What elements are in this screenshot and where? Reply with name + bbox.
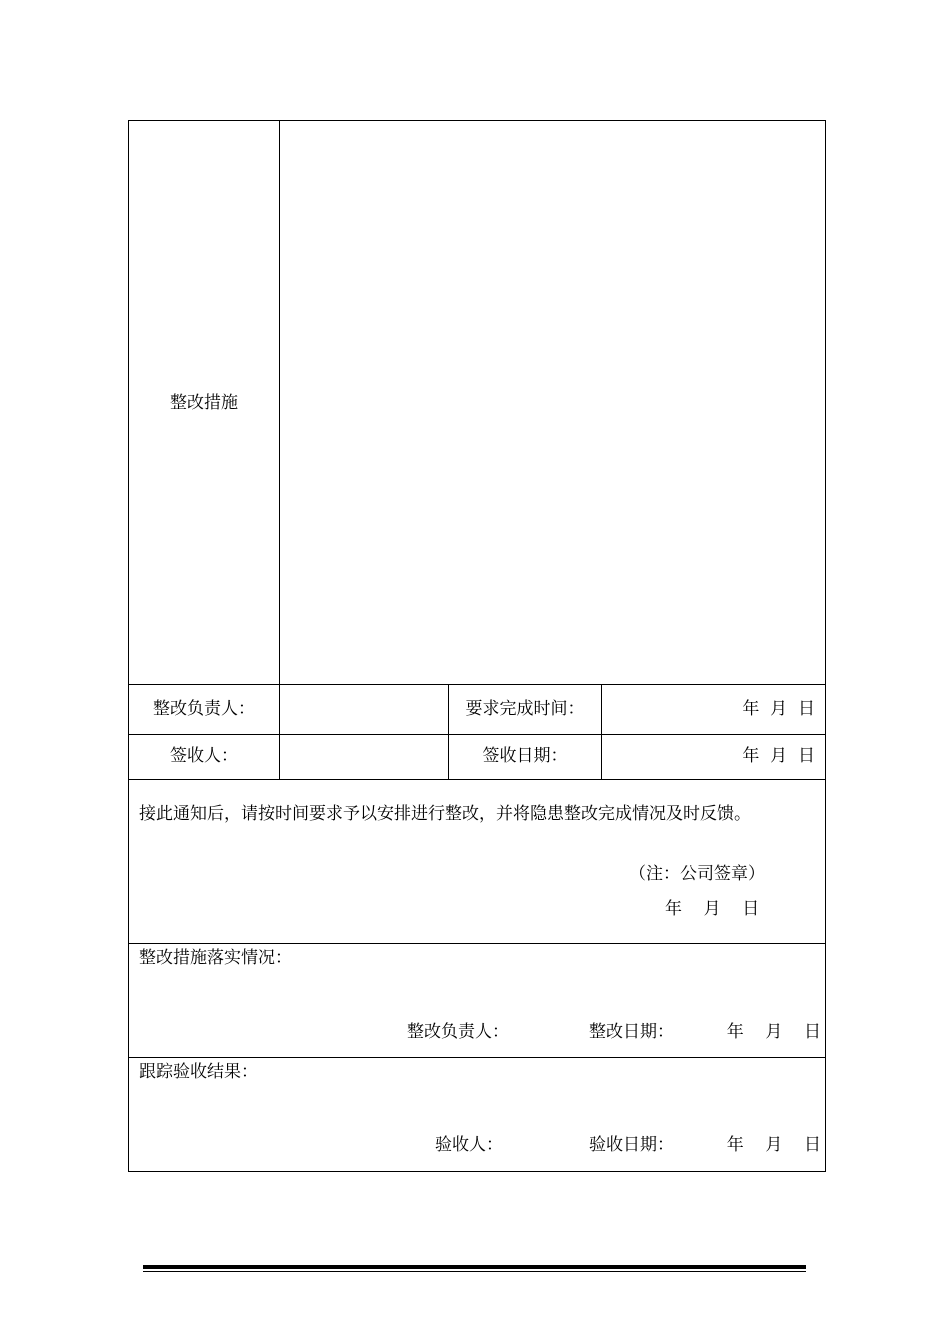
- receiver-label: 签收人：: [170, 746, 238, 766]
- implementation-date-label: 整改日期：: [589, 1022, 674, 1042]
- implementation-date-value[interactable]: 年 月 日: [726, 1022, 821, 1042]
- inspector-label: 验收人：: [435, 1135, 503, 1155]
- footer-rule-thin: [143, 1271, 806, 1272]
- seal-note: （注：公司签章）: [629, 864, 765, 884]
- row-divider: [129, 779, 825, 780]
- rectification-form: [128, 120, 826, 1172]
- column-divider: [601, 684, 602, 779]
- deadline-value[interactable]: 年 月 日: [742, 699, 815, 719]
- inspection-date-value[interactable]: 年 月 日: [726, 1135, 821, 1155]
- receiver-field[interactable]: [280, 735, 448, 779]
- notice-text: 接此通知后，请按时间要求予以安排进行整改，并将隐患整改完成情况及时反馈。: [139, 804, 751, 824]
- implementation-responsible-label: 整改负责人：: [407, 1022, 509, 1042]
- measures-content-field[interactable]: [280, 121, 826, 683]
- responsible-field[interactable]: [280, 685, 448, 734]
- row-divider: [129, 1057, 825, 1058]
- tracking-title: 跟踪验收结果：: [139, 1062, 258, 1082]
- implementation-title: 整改措施落实情况：: [139, 948, 292, 968]
- footer-rule-thick: [143, 1265, 806, 1269]
- responsible-label: 整改负责人：: [153, 699, 255, 719]
- notice-date[interactable]: 年 月 日: [665, 899, 760, 919]
- row-divider: [129, 734, 825, 735]
- receipt-date-label: 签收日期：: [482, 746, 568, 766]
- receipt-date-value[interactable]: 年 月 日: [742, 746, 815, 766]
- measures-label: 整改措施: [170, 393, 238, 413]
- row-divider: [129, 684, 825, 685]
- inspection-date-label: 验收日期：: [589, 1135, 674, 1155]
- row-divider: [129, 943, 825, 944]
- deadline-label: 要求完成时间：: [465, 699, 585, 719]
